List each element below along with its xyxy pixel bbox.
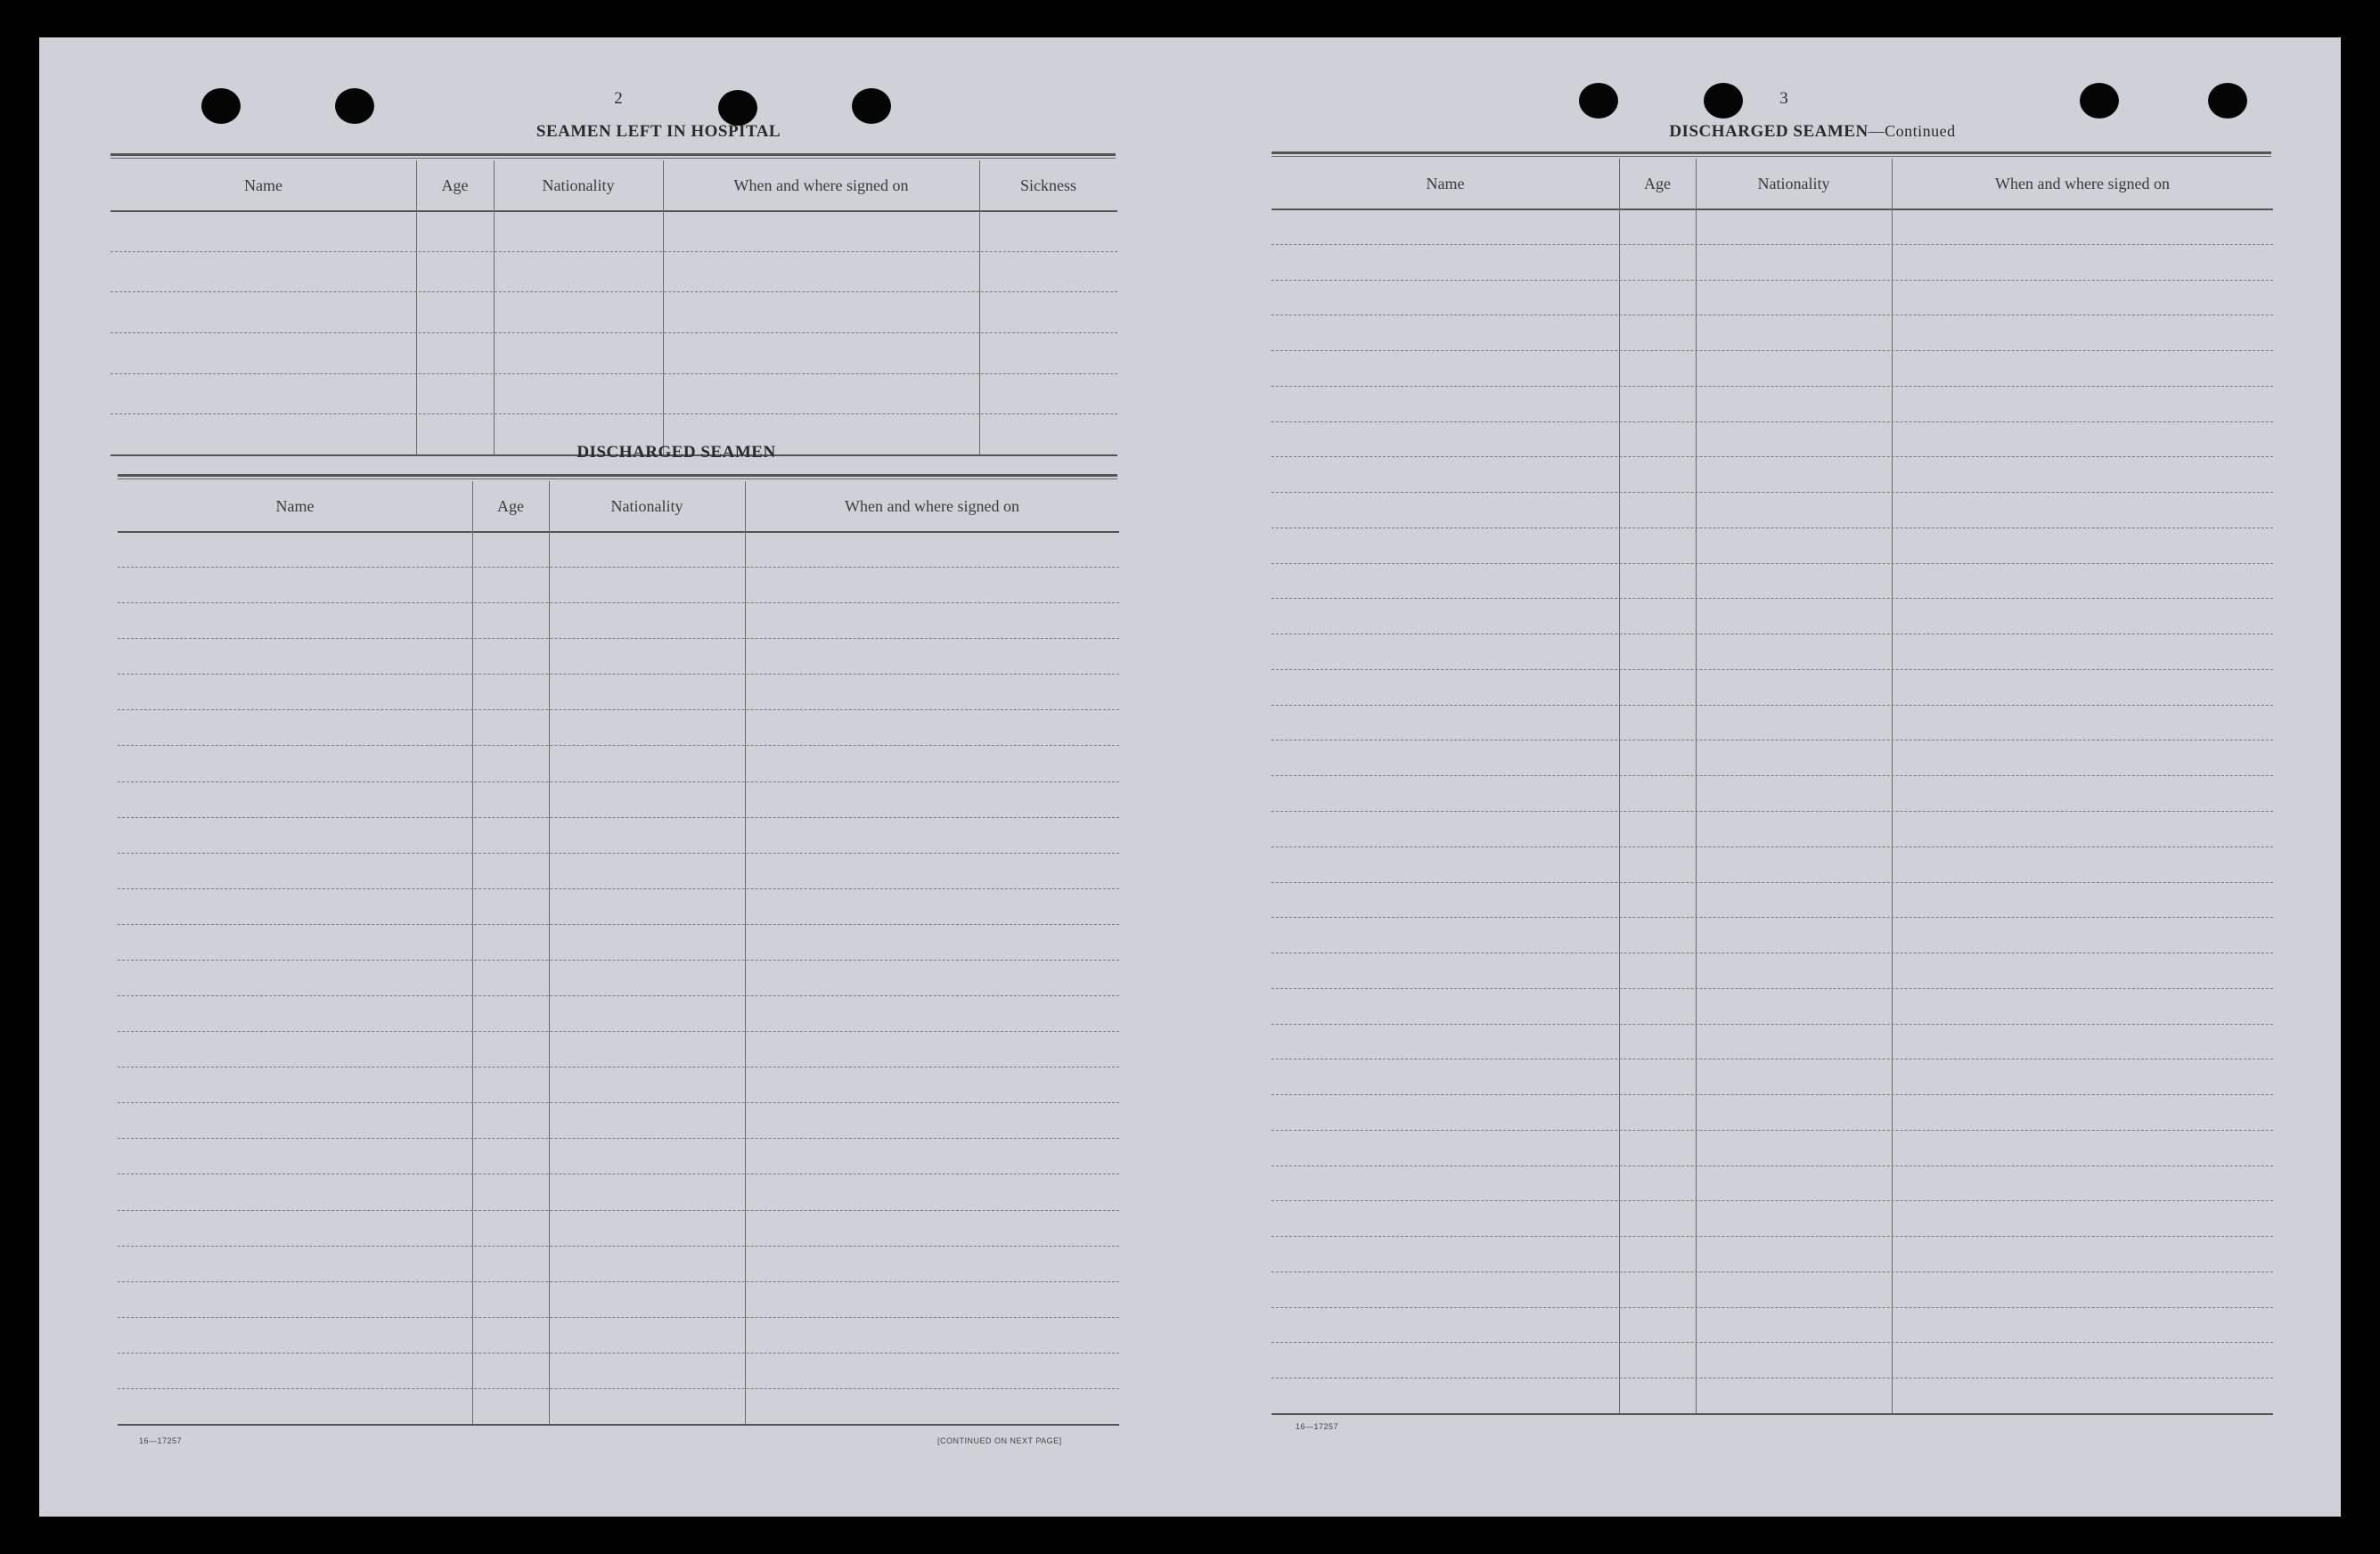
entry-row-line (1272, 705, 2273, 706)
punch-hole (2208, 83, 2247, 119)
column-divider (494, 160, 495, 454)
form-number-right: 16—17257 (1296, 1422, 1339, 1431)
column-header-name: Name (275, 496, 315, 515)
hospital-table (110, 160, 1117, 454)
entry-row-line (118, 853, 1119, 854)
column-header-age: Age (497, 496, 524, 515)
entry-row-line (1272, 988, 2273, 989)
entry-row-line (118, 1388, 1119, 1389)
entry-row-line (1272, 917, 2273, 918)
entry-row-line (1272, 350, 2273, 351)
hospital-section-title: SEAMEN LEFT IN HOSPITAL (536, 122, 781, 141)
entry-row-line (1272, 1236, 2273, 1237)
entry-row-line (118, 674, 1119, 675)
punch-hole (718, 90, 757, 126)
entry-row-line (118, 995, 1119, 996)
entry-row-line (118, 638, 1119, 639)
entry-row-line (1272, 775, 2273, 776)
header-rule (1272, 209, 2273, 210)
column-header-sickness: Sickness (1020, 176, 1076, 194)
entry-row-line (118, 924, 1119, 925)
entry-row-line (1272, 244, 2273, 245)
table-bottom-rule (118, 1424, 1119, 1426)
continued-note: [CONTINUED ON NEXT PAGE] (937, 1436, 1062, 1445)
column-header-name: Name (244, 176, 282, 194)
entry-row-line (118, 567, 1119, 568)
entry-row-line (118, 960, 1119, 961)
column-header-age: Age (441, 176, 469, 194)
column-header-when-where: When and where signed on (1995, 174, 2170, 192)
title-text: DISCHARGED SEAMEN (1669, 122, 1869, 141)
entry-row-line (118, 1210, 1119, 1211)
discharged-continued-title (1590, 122, 2035, 142)
column-divider (1892, 159, 1893, 1413)
entry-row-line (1272, 882, 2273, 883)
entry-row-line (118, 1246, 1119, 1247)
column-divider (663, 160, 664, 454)
table-bottom-rule (1272, 1413, 2273, 1415)
entry-row-line (118, 1031, 1119, 1032)
entry-row-line (1272, 1024, 2273, 1025)
punch-hole (2080, 83, 2119, 119)
discharged-continued-table (1272, 159, 2273, 1413)
entry-row-line (1272, 386, 2273, 387)
entry-row-line (1272, 1130, 2273, 1131)
entry-row-line (1272, 598, 2273, 599)
entry-row-line (118, 1317, 1119, 1318)
column-header-nationality: Nationality (1757, 174, 1830, 192)
entry-row-line (118, 781, 1119, 782)
column-header-age: Age (1644, 174, 1671, 192)
entry-row-line (1272, 563, 2273, 564)
entry-row-line (118, 1281, 1119, 1282)
discharged-table (118, 481, 1119, 1424)
entry-row-line (110, 291, 1117, 292)
entry-row-line (118, 602, 1119, 603)
form-number-left: 16—17257 (139, 1436, 183, 1445)
entry-row-line (110, 251, 1117, 252)
column-header-when-where: When and where signed on (845, 496, 1019, 515)
page-number-left: 2 (614, 89, 623, 108)
header-rule (110, 210, 1117, 212)
entry-row-line (118, 1102, 1119, 1103)
hospital-top-rule (110, 153, 1116, 156)
form-sheet (39, 37, 2341, 1517)
punch-hole (1579, 83, 1618, 119)
title-suffix: —Continued (1868, 122, 1956, 140)
entry-row-line (1272, 1094, 2273, 1095)
column-divider (1696, 159, 1697, 1413)
page-number-right: 3 (1779, 89, 1788, 108)
entry-row-line (110, 413, 1117, 414)
column-header-nationality: Nationality (542, 176, 615, 194)
entry-row-line (1272, 492, 2273, 493)
column-divider (745, 481, 746, 1424)
right-top-rule (1272, 151, 2271, 154)
column-divider (979, 160, 980, 454)
entry-row-line (118, 709, 1119, 710)
entry-row-line (1272, 280, 2273, 281)
column-divider (472, 481, 473, 1424)
entry-row-line (1272, 456, 2273, 457)
discharged-top-rule (118, 474, 1117, 477)
punch-hole (201, 88, 241, 124)
column-header-when-where: When and where signed on (733, 176, 909, 194)
header-rule (118, 531, 1119, 533)
column-header-nationality: Nationality (610, 496, 683, 515)
entry-row-line (118, 1138, 1119, 1139)
entry-row-line (118, 1353, 1119, 1354)
column-divider (549, 481, 550, 1424)
discharged-section-title: DISCHARGED SEAMEN (577, 443, 776, 462)
entry-row-line (118, 817, 1119, 818)
column-divider (416, 160, 417, 454)
entry-row-line (118, 745, 1119, 746)
entry-row-line (1272, 669, 2273, 670)
entry-row-line (1272, 1307, 2273, 1308)
entry-row-line (118, 888, 1119, 889)
column-divider (1619, 159, 1620, 1413)
punch-hole (335, 88, 374, 124)
entry-row-line (1272, 1200, 2273, 1201)
punch-hole (852, 88, 891, 124)
column-header-name: Name (1426, 174, 1465, 192)
entry-row-line (1272, 811, 2273, 812)
entry-row-line (110, 332, 1117, 333)
entry-row-line (1272, 1342, 2273, 1343)
entry-row-line (1272, 421, 2273, 422)
entry-row-line (110, 373, 1117, 374)
punch-hole (1704, 83, 1743, 119)
